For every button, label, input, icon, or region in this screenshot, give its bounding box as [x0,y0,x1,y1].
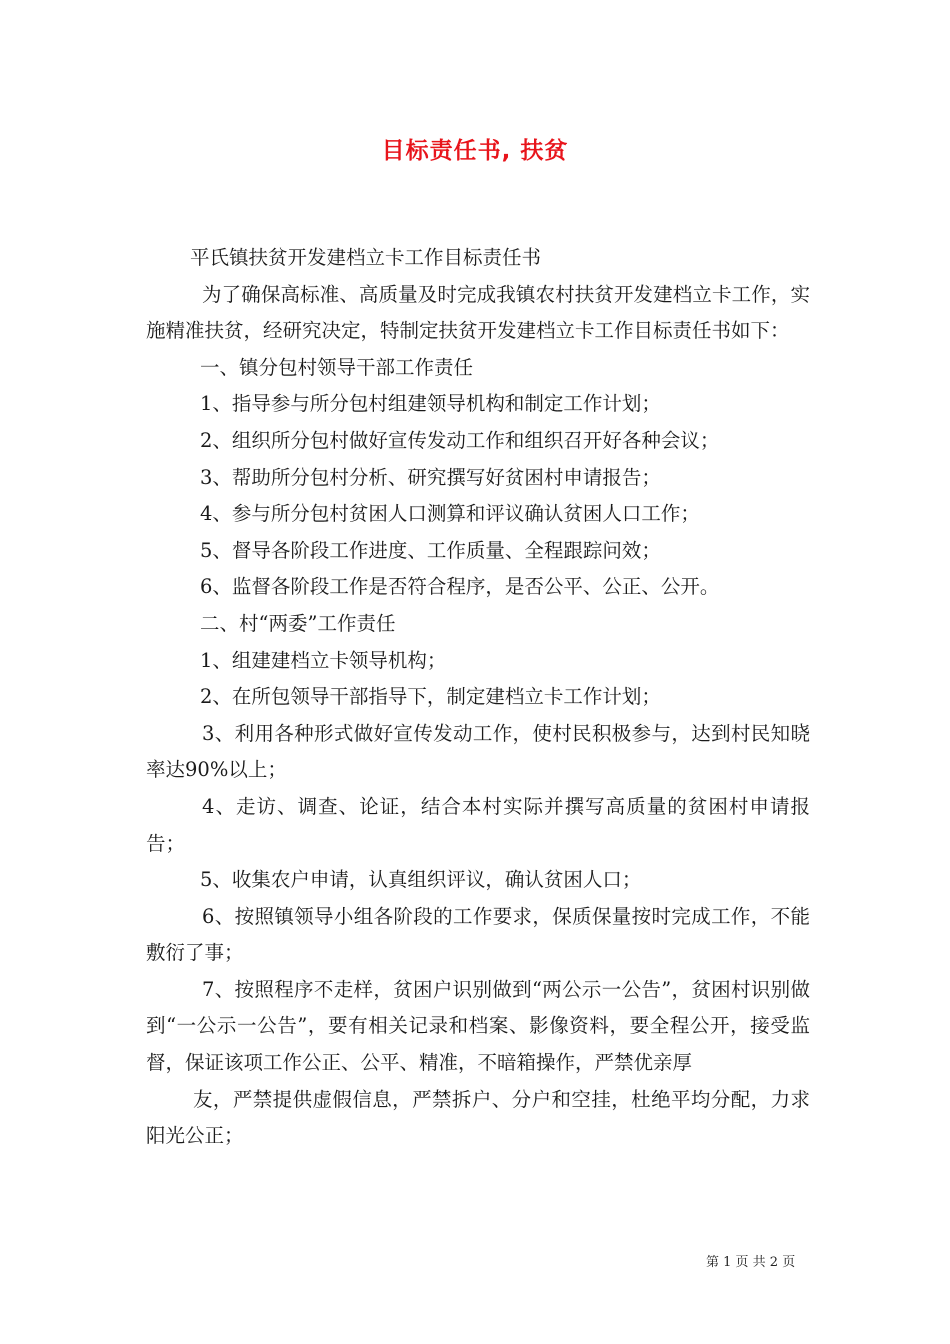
list-item-continuation: 友，严禁提供虚假信息，严禁拆户、分户和空挂，杜绝平均分配，力求阳光公正； [146,1087,810,1148]
list-item: 5、督导各阶段工作进度、工作质量、全程跟踪问效； [200,538,661,562]
list-item: 6、监督各阶段工作是否符合程序，是否公平、公正、公开。 [200,575,720,599]
section-heading: 二、村“两委”工作责任 [200,611,396,635]
list-item: 7、按照程序不走样，贫困户识别做到“两公示一公告”，贫困村识别做到“一公示一公告”，要有相关记录和档案、影像资料，要全程公开，接受监督，保证该项工作公正、公平、精准，不暗箱操作，严禁优亲厚 [146,977,810,1075]
document-title: 目标责任书, 扶贫 [381,138,569,164]
list-item: 5、收集农户申请，认真组织评议，确认贫困人口； [200,868,642,892]
list-item: 3、利用各种形式做好宣传发动工作，使村民积极参与，达到村民知晓率达90%以上； [146,721,810,782]
body-paragraph: 为了确保高标准、高质量及时完成我镇农村扶贫开发建档立卡工作，实施精准扶贫，经研究决定，特制定扶贫开发建档立卡工作目标责任书如下： [146,282,810,343]
list-item: 2、组织所分包村做好宣传发动工作和组织召开好各种会议； [200,428,720,452]
list-item: 3、帮助所分包村分析、研究撰写好贫困村申请报告； [200,465,661,489]
document-body [146,240,810,1155]
document-subtitle: 平氏镇扶贫开发建档立卡工作目标责任书 [190,246,542,269]
list-item: 1、指导参与所分包村组建领导机构和制定工作计划； [200,392,661,416]
list-item: 6、按照镇领导小组各阶段的工作要求，保质保量按时完成工作，不能敷衍了事； [146,904,810,965]
list-item: 1、组建建档立卡领导机构； [200,648,447,672]
list-item: 2、在所包领导干部指导下，制定建档立卡工作计划； [200,685,661,709]
list-item: 4、走访、调查、论证，结合本村实际并撰写高质量的贫困村申请报告； [146,794,810,855]
list-item: 4、参与所分包村贫困人口测算和评议确认贫困人口工作； [200,502,700,526]
section-heading: 一、镇分包村领导干部工作责任 [200,355,474,379]
page-number: 第 1 页 共 2 页 [706,1255,796,1270]
